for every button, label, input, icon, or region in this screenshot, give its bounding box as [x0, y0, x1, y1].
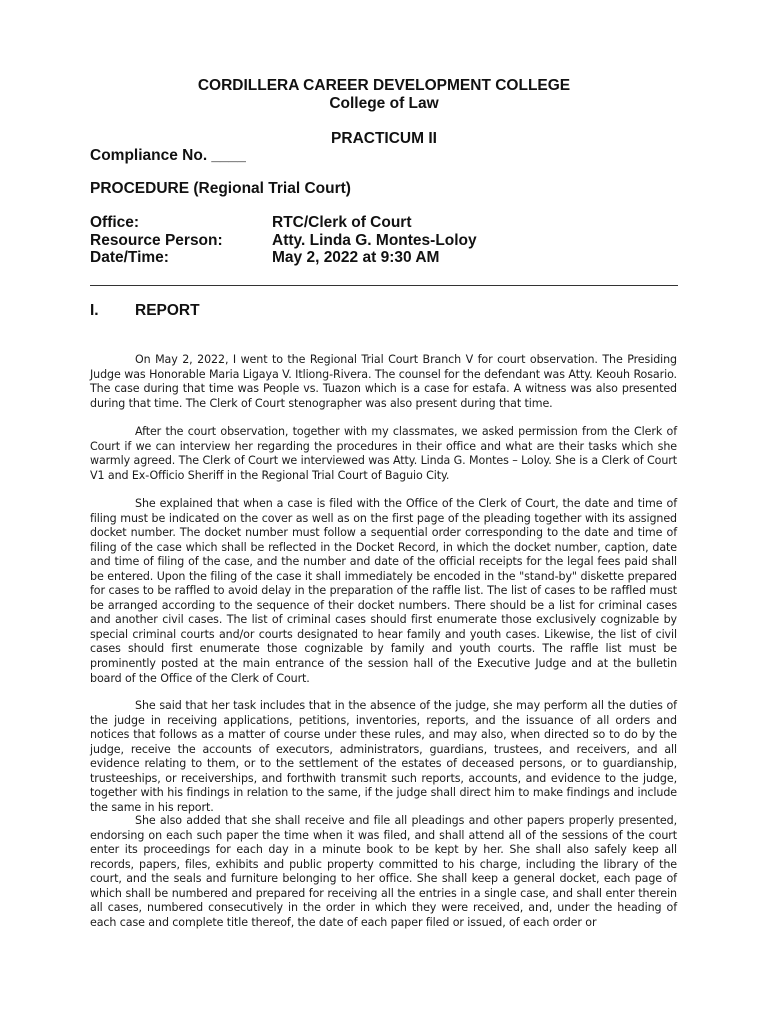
- info-value: RTC/Clerk of Court: [272, 214, 412, 231]
- info-row-office: [90, 214, 690, 232]
- paragraph-filing-procedure: She explained that when a case is filed with the Office of the Clerk of Court, the date and time of filing must be indicated on the cover as well as on the first page of the pleading together with its assigned docket number. The docket number must follow a sequential order corresponding to the date and time of filing of the case which shall be reflected in the Docket Record, in which the docket number, caption, date and time of filing of the case, and the number and date of the official receipts for the legal fees paid shall be entered. Upon the filing of the case it shall immediately be encoded in the "stand-by" diskette prepared for cases to be raffled to avoid delay in the preparation of the raffle list. The list of cases to be raffled must be arranged according to the sequence of their docket numbers. There should be a list for criminal cases and another civil cases. The list of criminal cases should first enumerate those exclusively cognizable by special criminal courts and/or courts designated to hear family and youth cases. Likewise, the list of civil cases should first enumerate those cognizable by family and youth courts. The raffle list must be prominently posted at the main entrance of the session hall of the Executive Judge and at the bulletin board of the Office of the Clerk of Court.: [90, 497, 677, 685]
- school-name: College of Law: [329, 95, 439, 112]
- info-value: Atty. Linda G. Montes-Loloy: [272, 232, 477, 249]
- info-row-date-time: [90, 249, 690, 267]
- paragraph-clerk-duties: She said that her task includes that in the absence of the judge, she may perform all the duties of the judge in receiving applications, petitions, inventories, reports, and the issuance of all orders and notices that follows as a matter of course under these rules, and may also, when directed so to do by the judge, receive the accounts of executors, administrators, guardians, trustees, and receivers, and all evidence relating to them, or to the settlement of the estates of deceased persons, or to guardianship, trusteeships, or receiverships, and forthwith transmit such reports, accounts, and evidence to the judge, together with his findings in relation to the same, if the judge shall direct him to make findings and include the same in his report.: [90, 699, 677, 814]
- info-label: Resource Person:: [90, 232, 223, 249]
- section-heading: [90, 302, 390, 320]
- horizontal-divider: [90, 285, 678, 286]
- procedure-title: PROCEDURE (Regional Trial Court): [90, 180, 351, 197]
- compliance-number: Compliance No. ____: [90, 147, 246, 164]
- paragraph-clerk-records: She also added that she shall receive and file all pleadings and other papers properly presented, endorsing on each such paper the time when it was filed, and shall attend all of the sessions of the court enter its proceedings for each day in a minute book to be kept by her. She shall also safely keep all records, papers, files, exhibits and public property committed to his charge, including the library of the court, and the seals and furniture belonging to her office. She shall keep a general docket, each page of which shall be numbered and prepared for receiving all the entries in a single case, and shall enter therein all cases, numbered consecutively in the order in which they were received, and, under the heading of each case and complete title thereof, the date of each paper filed or issued, of each order or: [90, 814, 677, 929]
- course-title: PRACTICUM II: [331, 130, 437, 147]
- info-value: May 2, 2022 at 9:30 AM: [272, 249, 440, 266]
- info-row-resource-person: [90, 232, 690, 250]
- college-name: CORDILLERA CAREER DEVELOPMENT COLLEGE: [197, 77, 571, 94]
- section-title: REPORT: [135, 302, 200, 319]
- section-number: I.: [90, 302, 99, 319]
- info-label: Date/Time:: [90, 249, 169, 266]
- paragraph-interview: After the court observation, together with my classmates, we asked permission from the Clerk of Court if we can interview her regarding the procedures in their office and what are their tasks which she warmly agreed. The Clerk of Court we interviewed was Atty. Linda G. Montes – Loloy. She is a Clerk of Court V1 and Ex-Officio Sheriff in the Regional Trial Court of Baguio City.: [90, 425, 677, 482]
- paragraph-court-observation: On May 2, 2022, I went to the Regional Trial Court Branch V for court observation. The Presiding Judge was Honorable Maria Ligaya V. Itliong-Rivera. The counsel for the defendant was Atty. Keouh Rosario. The case during that time was People vs. Tuazon which is a case for estafa. A witness was also presented during that time. The Clerk of Court stenographer was also present during that time.: [90, 353, 677, 410]
- info-label: Office:: [90, 214, 140, 231]
